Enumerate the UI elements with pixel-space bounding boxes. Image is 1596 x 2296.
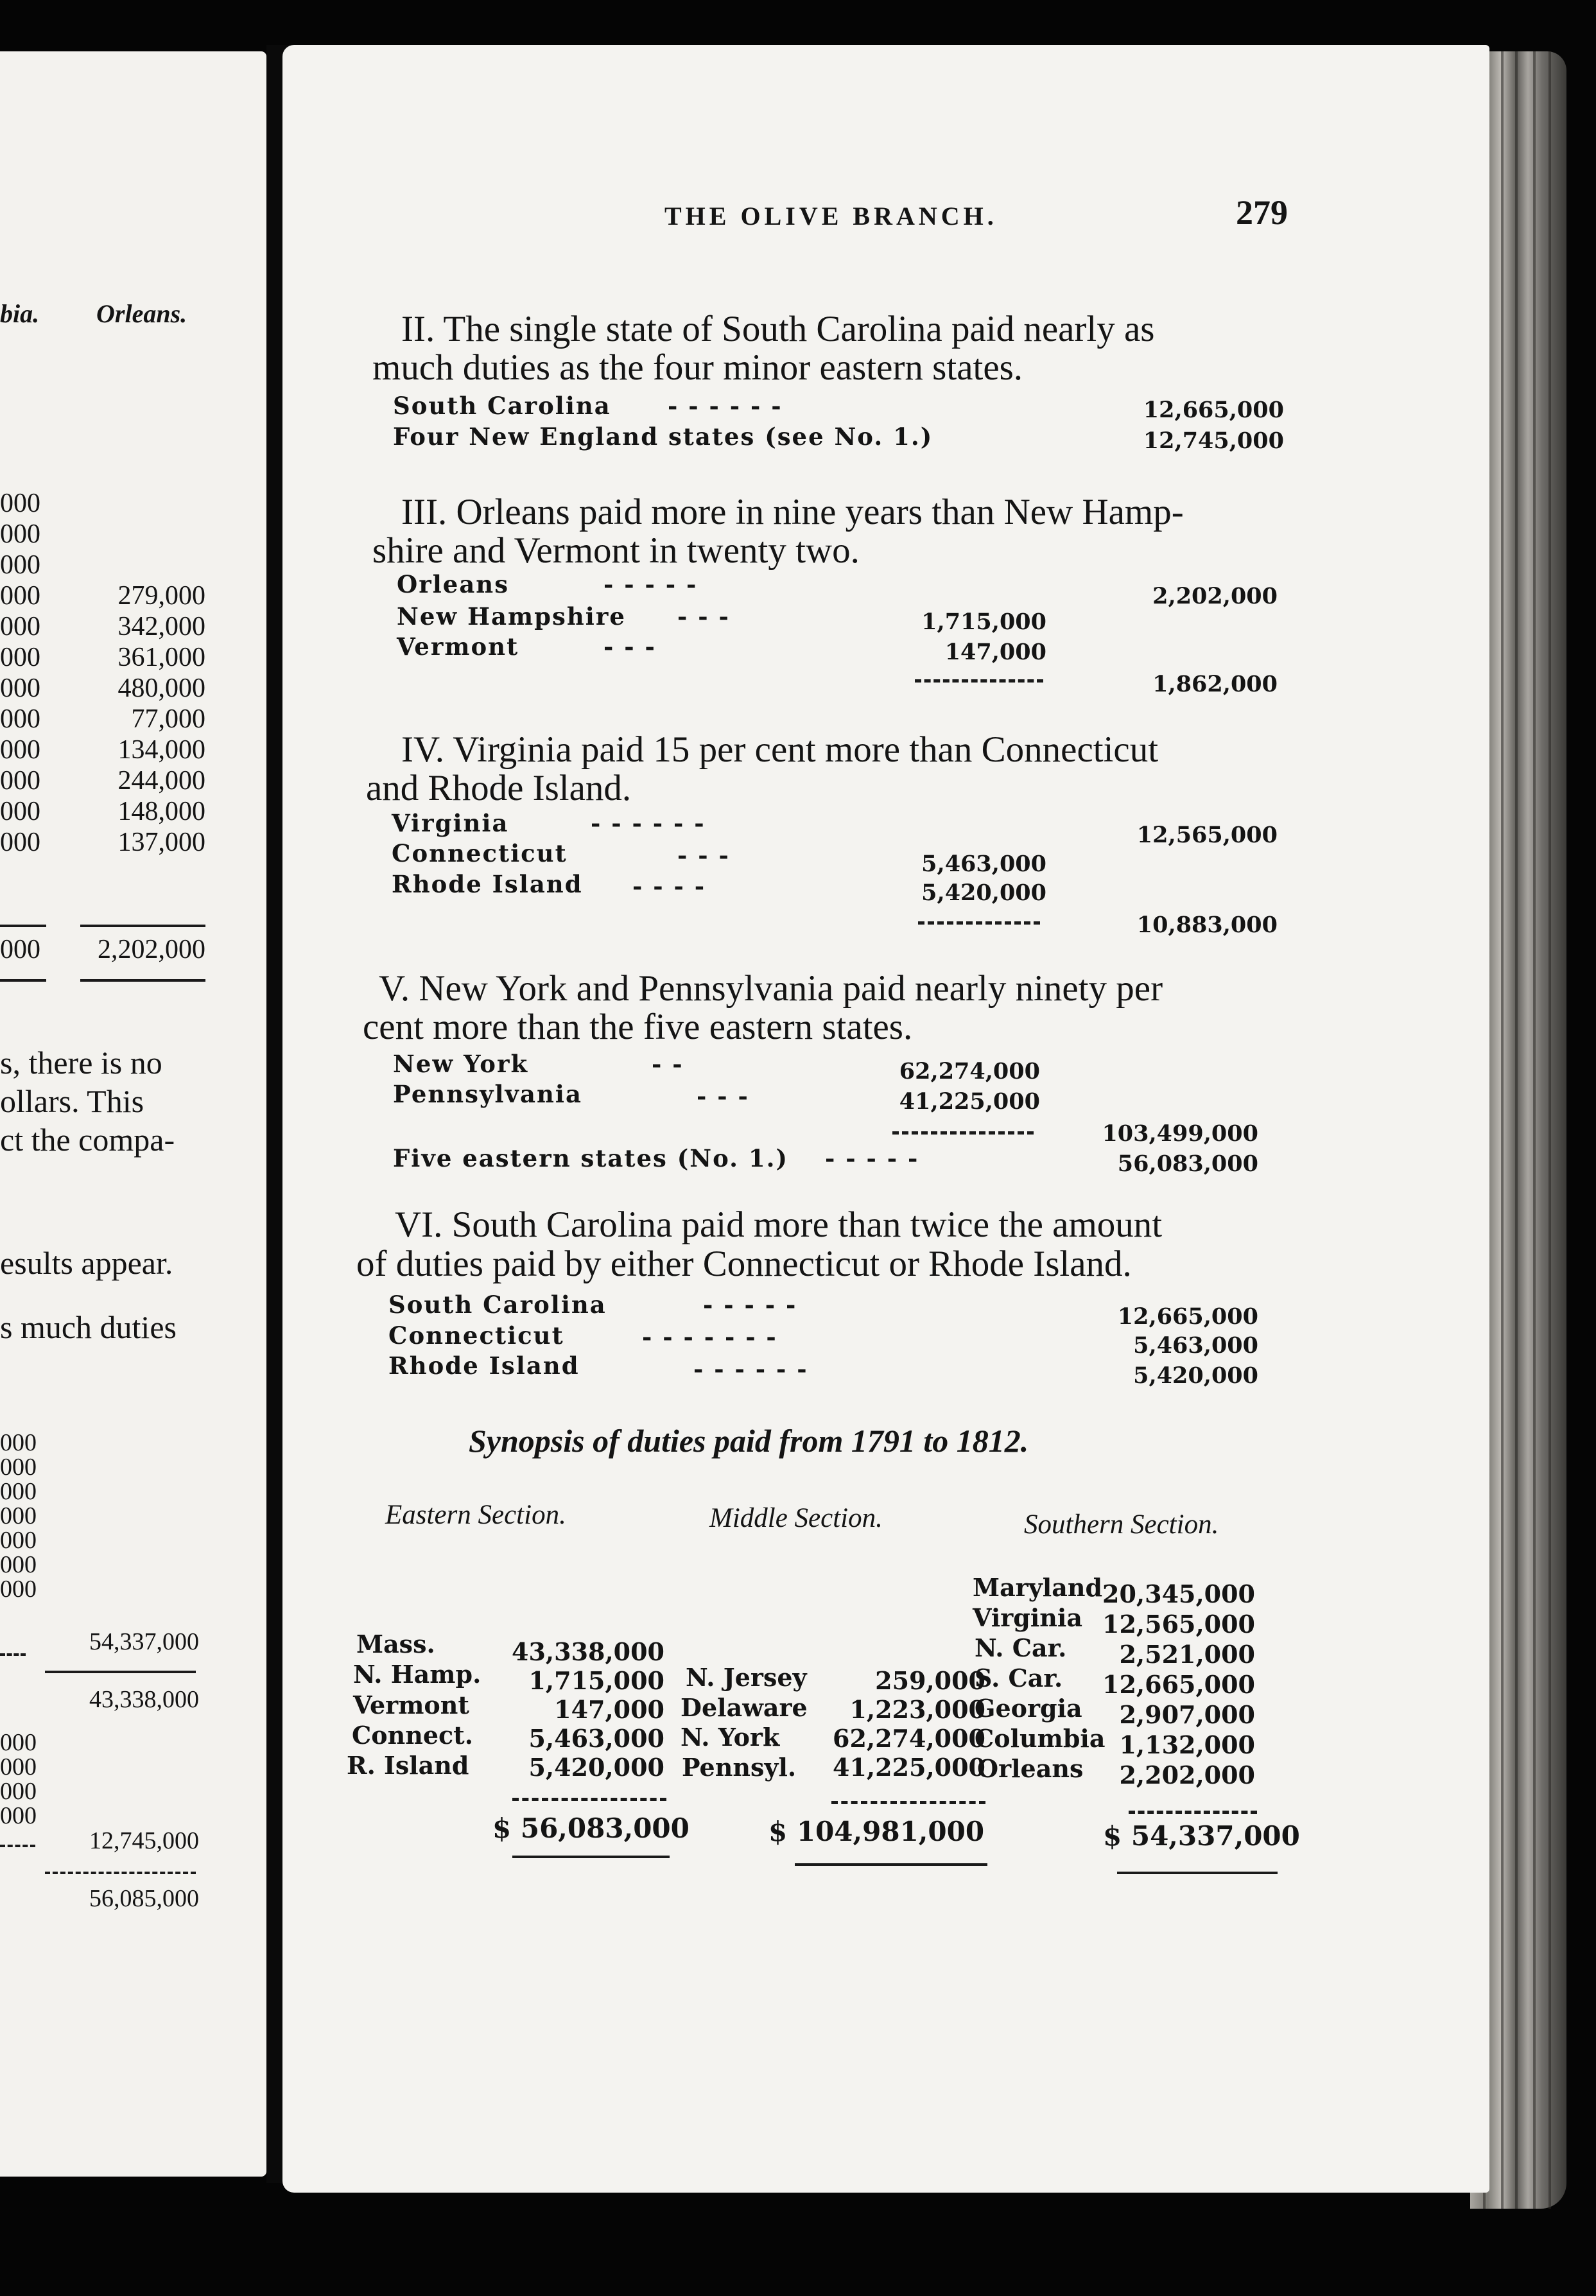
left-sum: 56,085,000	[89, 1885, 199, 1912]
row-label: Pennsylvania	[393, 1080, 582, 1108]
state-name: Maryland	[973, 1573, 1103, 1602]
left-text: s, there is no ollars. This ct the compa-	[0, 1045, 175, 1158]
row-sub-value: 1,715,000	[921, 609, 1046, 635]
row-label: Connecticut	[392, 839, 568, 867]
state-name: Georgia	[975, 1694, 1082, 1723]
sum-rule	[831, 1801, 985, 1804]
state-name: Connect.	[352, 1721, 473, 1750]
left-rule	[45, 1872, 196, 1874]
section-2-line-1: II. The single state of South Carolina paid nearly as	[401, 309, 1155, 349]
leader-dots: - - - - - -	[693, 1355, 808, 1383]
state-name: S. Car.	[975, 1664, 1063, 1692]
state-value: 1,715,000	[528, 1666, 664, 1695]
left-zero-column: 000 000 000 000 000 000 000	[0, 1429, 37, 1603]
leader-dots: - - -	[677, 841, 730, 869]
sum-rule	[512, 1856, 670, 1858]
left-rule	[80, 979, 205, 982]
previous-page	[0, 51, 266, 2177]
left-rule	[0, 1653, 26, 1656]
orleans-value-column: 279,000 342,000 361,000 480,000 77,000 134,000 244,000 148,000 137,000	[117, 581, 205, 857]
left-zero-column: 000 000 000 000	[0, 1729, 37, 1829]
left-rule	[80, 925, 205, 927]
page-edge-line	[1501, 51, 1504, 2209]
left-sum: 12,745,000	[89, 1827, 199, 1854]
sum-rule	[795, 1863, 987, 1866]
middle-section-heading: Middle Section.	[709, 1503, 883, 1533]
left-rule	[0, 1845, 35, 1847]
state-value: 2,907,000	[1119, 1700, 1255, 1729]
state-name: Mass.	[356, 1630, 435, 1658]
row-label: Five eastern states (No. 1.)	[393, 1144, 788, 1172]
leader-dots: - - - - -	[703, 1291, 797, 1319]
left-sum: 43,338,000	[89, 1686, 199, 1713]
row-value: 2,202,000	[1152, 583, 1278, 609]
leader-dots: - - - - - -	[668, 392, 783, 420]
section-total: 103,499,000	[1102, 1120, 1258, 1147]
leader-dots: - - -	[603, 632, 656, 661]
row-value: 5,463,000	[1133, 1332, 1258, 1359]
book-page	[282, 45, 1489, 2193]
section-total: 1,862,000	[1152, 671, 1278, 697]
state-name: Orleans	[977, 1754, 1084, 1783]
page-number: 279	[1236, 193, 1288, 232]
left-sum: 54,337,000	[89, 1628, 199, 1655]
section-5-line-2: cent more than the five eastern states.	[363, 1007, 913, 1047]
row-label: South Carolina	[388, 1291, 607, 1319]
synopsis-title: Synopsis of duties paid from 1791 to 1812.	[469, 1423, 1029, 1459]
row-value: 5,420,000	[1133, 1362, 1258, 1389]
state-value: 2,202,000	[1119, 1761, 1255, 1789]
orleans-total: 2,202,000	[98, 935, 205, 964]
row-value: 56,083,000	[1117, 1151, 1258, 1177]
col-head-columbia: bia.	[0, 299, 40, 328]
col-head-orleans: Orleans.	[96, 299, 187, 328]
leader-dots: - - -	[677, 602, 730, 631]
row-value: 12,665,000	[1117, 1303, 1258, 1330]
left-zero-column: 000 000 000 000 000 000 000 000 000 000 000 000	[0, 489, 40, 857]
sum-rule	[918, 921, 1040, 925]
sum-rule	[892, 1131, 1034, 1135]
state-name: N. Jersey	[686, 1663, 807, 1692]
state-value: 41,225,000	[833, 1753, 985, 1782]
state-name: Virginia	[973, 1603, 1082, 1632]
row-sub-value: 5,420,000	[921, 880, 1046, 906]
section-2-line-2: much duties as the four minor eastern states.	[372, 347, 1023, 388]
state-value: 12,565,000	[1102, 1610, 1255, 1639]
section-3-line-2: shire and Vermont in twenty two.	[372, 530, 860, 571]
page-edge-line	[1548, 51, 1551, 2209]
sum-rule	[512, 1798, 666, 1801]
section-3-line-1: III. Orleans paid more in nine years than New Hamp-	[401, 492, 1184, 532]
southern-section-heading: Southern Section.	[1024, 1509, 1219, 1540]
leader-dots: - - - - -	[603, 570, 698, 598]
section-6-line-2: of duties paid by either Connecticut or Rhode Island.	[356, 1244, 1132, 1284]
state-name: Columbia	[975, 1724, 1106, 1753]
sum-rule	[1117, 1872, 1278, 1874]
row-label: Four New England states (see No. 1.)	[393, 422, 933, 451]
state-value: 2,521,000	[1119, 1640, 1255, 1669]
row-sub-value: 62,274,000	[899, 1058, 1040, 1084]
leader-dots: - - -	[697, 1082, 749, 1110]
state-value: 62,274,000	[833, 1724, 985, 1753]
row-label: Vermont	[397, 632, 519, 661]
row-sub-value: 147,000	[944, 639, 1046, 665]
left-rule	[45, 1671, 196, 1673]
row-label: Virginia	[392, 809, 509, 837]
row-sub-value: 41,225,000	[899, 1088, 1040, 1115]
state-name: Delaware	[681, 1693, 808, 1722]
leader-dots: - - - - - - -	[642, 1323, 777, 1351]
state-value: 147,000	[554, 1695, 664, 1724]
state-name: R. Island	[347, 1751, 469, 1780]
southern-total: $ 54,337,000	[1103, 1820, 1300, 1852]
state-value: 5,463,000	[528, 1724, 664, 1753]
row-label: New York	[393, 1050, 529, 1078]
state-value: 1,223,000	[849, 1695, 985, 1724]
state-value: 20,345,000	[1102, 1579, 1255, 1608]
middle-total: $ 104,981,000	[768, 1816, 985, 1847]
sum-rule	[915, 679, 1043, 683]
running-head: THE OLIVE BRANCH.	[664, 202, 998, 230]
state-value: 259,000	[875, 1666, 985, 1695]
state-value: 12,665,000	[1102, 1670, 1255, 1699]
left-total: 000	[0, 935, 40, 964]
state-name: N. Hamp.	[353, 1660, 481, 1689]
left-text: s much duties	[0, 1309, 177, 1345]
leader-dots: - -	[652, 1050, 684, 1078]
left-rule	[0, 925, 46, 927]
row-label: Connecticut	[388, 1321, 564, 1350]
leader-dots: - - - - -	[825, 1144, 919, 1172]
state-value: 43,338,000	[512, 1637, 664, 1666]
leader-dots: - - - - - -	[591, 809, 706, 837]
section-6-line-1: VI. South Carolina paid more than twice the amount	[395, 1205, 1163, 1245]
state-name: Pennsyl.	[682, 1753, 797, 1782]
row-sub-value: 5,463,000	[921, 851, 1046, 877]
state-name: Vermont	[353, 1691, 469, 1719]
row-label: Rhode Island	[388, 1352, 580, 1380]
row-label: South Carolina	[393, 392, 611, 420]
row-label: New Hampshire	[397, 602, 626, 631]
sum-rule	[1129, 1811, 1257, 1814]
row-value: 12,565,000	[1136, 822, 1278, 848]
page-edge-line	[1515, 51, 1518, 2209]
state-name: N. York	[681, 1723, 780, 1752]
state-name: N. Car.	[975, 1633, 1067, 1662]
row-label: Rhode Island	[392, 870, 583, 898]
left-rule	[0, 979, 46, 982]
eastern-section-heading: Eastern Section.	[385, 1500, 566, 1530]
row-value: 12,665,000	[1143, 397, 1284, 423]
leader-dots: - - - -	[632, 872, 706, 900]
eastern-total: $ 56,083,000	[492, 1813, 690, 1844]
section-total: 10,883,000	[1136, 912, 1278, 938]
section-4-line-1: IV. Virginia paid 15 per cent more than Connecticut	[401, 729, 1159, 770]
section-5-line-1: V. New York and Pennsylvania paid nearly ninety per	[379, 968, 1163, 1009]
page-edge-line	[1533, 51, 1536, 2209]
left-text: esults appear.	[0, 1245, 173, 1281]
row-value: 12,745,000	[1143, 428, 1284, 454]
row-label: Orleans	[397, 570, 510, 598]
state-value: 5,420,000	[528, 1753, 664, 1782]
section-4-line-2: and Rhode Island.	[366, 768, 632, 808]
state-value: 1,132,000	[1119, 1730, 1255, 1759]
